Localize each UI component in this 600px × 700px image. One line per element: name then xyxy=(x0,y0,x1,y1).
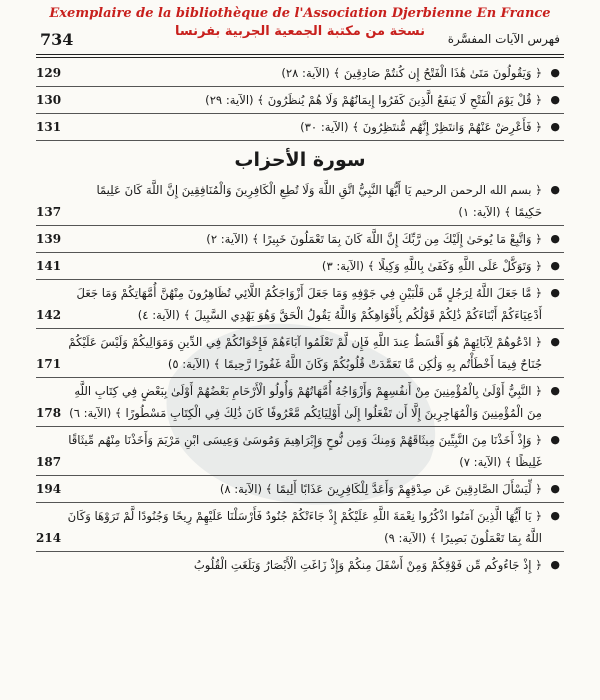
bullet-icon: ● xyxy=(550,433,560,446)
verse-text: ﴿ بسم الله الرحمن الرحيم يَا أَيُّهَا النَّبِيُّ اتَّقِ اللَّهَ وَلَا تُطِعِ الْكَافِرِينَ وَالْمُنَافِقِينَ إِنَّ اللَّهَ كَانَ عَلِيمًا حَكِيمًا ﴾ (الآية: ١) xyxy=(96,183,542,219)
page-number: 734 xyxy=(40,30,74,49)
verse-page-ref: 171 xyxy=(36,357,62,371)
verse-page-ref: 214 xyxy=(36,531,62,545)
verse-entry xyxy=(36,476,564,503)
verse-text: ﴿ وَاتَّبِعْ مَا يُوحَىٰ إِلَيْكَ مِن رَّبِّكَ إِنَّ اللَّهَ كَانَ بِمَا تَعْمَلُونَ خَبِيرًا ﴾ (الآية: ٢) xyxy=(206,232,542,246)
bullet-icon: ● xyxy=(550,509,560,522)
surah-heading: سورة الأحزاب xyxy=(234,149,366,171)
verse-page-ref: 194 xyxy=(36,482,62,496)
verse-text: ﴿ وَإِذْ أَخَذْنَا مِنَ النَّبِيِّينَ مِيثَاقَهُمْ وَمِنكَ وَمِن نُّوحٍ وَإِبْرَاهِيمَ وَمُوسَىٰ وَعِيسَى ابْنِ مَرْيَمَ وَأَخَذْنَا مِنْهُم مِّيثَاقًا غَلِيظًا ﴾ (الآية: ٧) xyxy=(68,433,542,469)
verse-page-ref: 130 xyxy=(36,93,62,107)
bullet-icon: ● xyxy=(550,384,560,397)
verse-text: ﴿ لِّيَسْأَلَ الصَّادِقِينَ عَن صِدْقِهِمْ وَأَعَدَّ لِلْكَافِرِينَ عَذَابًا أَلِيمًا ﴾ (الآية: ٨) xyxy=(219,482,542,496)
verse-text: ﴿ ادْعُوهُمْ لِآبَائِهِمْ هُوَ أَقْسَطُ عِندَ اللَّهِ فَإِن لَّمْ تَعْلَمُوا آبَاءَهُمْ فَإِخْوَانُكُمْ فِي الدِّينِ وَمَوَالِيكُمْ وَلَيْسَ عَلَيْكُمْ جُنَاحٌ فِيمَا أَخْطَأْتُم بِهِ وَلَٰكِن مَّا تَعَمَّدَتْ قُلُوبُكُمْ وَكَانَ اللَّهُ غَفُورًا رَّحِيمًا ﴾ (الآية: ٥) xyxy=(68,335,542,371)
verse-entry xyxy=(36,280,564,329)
verse-entry xyxy=(36,552,564,578)
verse-page-ref: 137 xyxy=(36,205,62,219)
header-rule-thin xyxy=(36,57,564,58)
verse-text: ﴿ وَتَوَكَّلْ عَلَى اللَّهِ وَكَفَىٰ بِاللَّهِ وَكِيلًا ﴾ (الآية: ٣) xyxy=(321,259,542,273)
verse-page-ref: 142 xyxy=(36,308,62,322)
verse-text: ﴿ يَا أَيُّهَا الَّذِينَ آمَنُوا اذْكُرُوا نِعْمَةَ اللَّهِ عَلَيْكُمْ إِذْ جَاءَتْكُمْ جُنُودٌ فَأَرْسَلْنَا عَلَيْهِمْ رِيحًا وَجُنُودًا لَّمْ تَرَوْهَا وَكَانَ اللَّهُ بِمَا تَعْمَلُونَ بَصِيرًا ﴾ (الآية: ٩) xyxy=(67,509,542,545)
verse-page-ref: 187 xyxy=(36,455,62,469)
bullet-icon: ● xyxy=(550,335,560,348)
bullet-icon: ● xyxy=(550,259,560,272)
library-watermark-arabic: نسخة من مكتبة الجمعية الجربية بفرنسا xyxy=(175,24,425,39)
verse-index xyxy=(36,60,564,578)
verse-entry xyxy=(36,427,564,476)
bullet-icon: ● xyxy=(550,120,560,133)
verse-page-ref: 178 xyxy=(36,406,62,420)
verse-entry xyxy=(36,226,564,253)
verse-text: ﴿ إِذْ جَاءُوكُم مِّن فَوْقِكُمْ وَمِنْ أَسْفَلَ مِنكُمْ وَإِذْ زَاغَتِ الْأَبْصَارُ وَبَلَغَتِ الْقُلُوبُ xyxy=(193,558,542,572)
verse-page-ref: 131 xyxy=(36,120,62,134)
bullet-icon: ● xyxy=(550,232,560,245)
verse-entry xyxy=(36,60,564,87)
verse-text: ﴿ فَأَعْرِضْ عَنْهُمْ وَانتَظِرْ إِنَّهُم مُّنتَظِرُونَ ﴾ (الآية: ٣٠) xyxy=(300,120,542,134)
verse-entry xyxy=(36,177,564,226)
running-header-title: فهرس الآيات المفسَّرة xyxy=(447,32,560,46)
verse-text: ﴿ وَيَقُولُونَ مَتَىٰ هَٰذَا الْفَتْحُ إِن كُنتُمْ صَادِقِينَ ﴾ (الآية: ٢٨) xyxy=(281,66,542,80)
verse-entry xyxy=(36,329,564,378)
verse-text: ﴿ مَّا جَعَلَ اللَّهُ لِرَجُلٍ مِّن قَلْبَيْنِ فِي جَوْفِهِ وَمَا جَعَلَ أَزْوَاجَكُمُ اللَّائِي تُظَاهِرُونَ مِنْهُنَّ أُمَّهَاتِكُمْ وَمَا جَعَلَ أَدْعِيَاءَكُمْ أَبْنَاءَكُمْ ذَٰلِكُمْ قَوْلُكُم بِأَفْوَاهِكُمْ وَاللَّهُ يَقُولُ الْحَقَّ وَهُوَ يَهْدِي السَّبِيلَ ﴾ (الآية: ٤) xyxy=(76,286,542,322)
library-watermark-french: Exemplaire de la bibliothèque de l'Association Djerbienne En France xyxy=(49,6,551,21)
bullet-icon: ● xyxy=(550,482,560,495)
bullet-icon: ● xyxy=(550,286,560,299)
verse-entry xyxy=(36,378,564,427)
bullet-icon: ● xyxy=(550,66,560,79)
bullet-icon: ● xyxy=(550,183,560,196)
bullet-icon: ● xyxy=(550,93,560,106)
verse-text: ﴿ قُلْ يَوْمَ الْفَتْحِ لَا يَنفَعُ الَّذِينَ كَفَرُوا إِيمَانُهُمْ وَلَا هُمْ يُنظَرُونَ ﴾ (الآية: ٢٩) xyxy=(205,93,542,107)
verse-page-ref: 139 xyxy=(36,232,62,246)
bullet-icon: ● xyxy=(550,558,560,571)
verse-entry xyxy=(36,114,564,141)
verse-text: ﴿ النَّبِيُّ أَوْلَىٰ بِالْمُؤْمِنِينَ مِنْ أَنفُسِهِمْ وَأَزْوَاجُهُ أُمَّهَاتُهُمْ وَأُولُو الْأَرْحَامِ بَعْضُهُمْ أَوْلَىٰ بِبَعْضٍ فِي كِتَابِ اللَّهِ مِنَ الْمُؤْمِنِينَ وَالْمُهَاجِرِينَ إِلَّا أَن تَفْعَلُوا إِلَىٰ أَوْلِيَائِكُم مَّعْرُوفًا كَانَ ذَٰلِكَ فِي الْكِتَابِ مَسْطُورًا ﴾ (الآية: ٦) xyxy=(69,384,542,420)
header-rule xyxy=(36,54,564,55)
verse-entry xyxy=(36,503,564,552)
verse-page-ref: 141 xyxy=(36,259,62,273)
verse-entry xyxy=(36,253,564,280)
verse-entry xyxy=(36,87,564,114)
verse-page-ref: 129 xyxy=(36,66,62,80)
